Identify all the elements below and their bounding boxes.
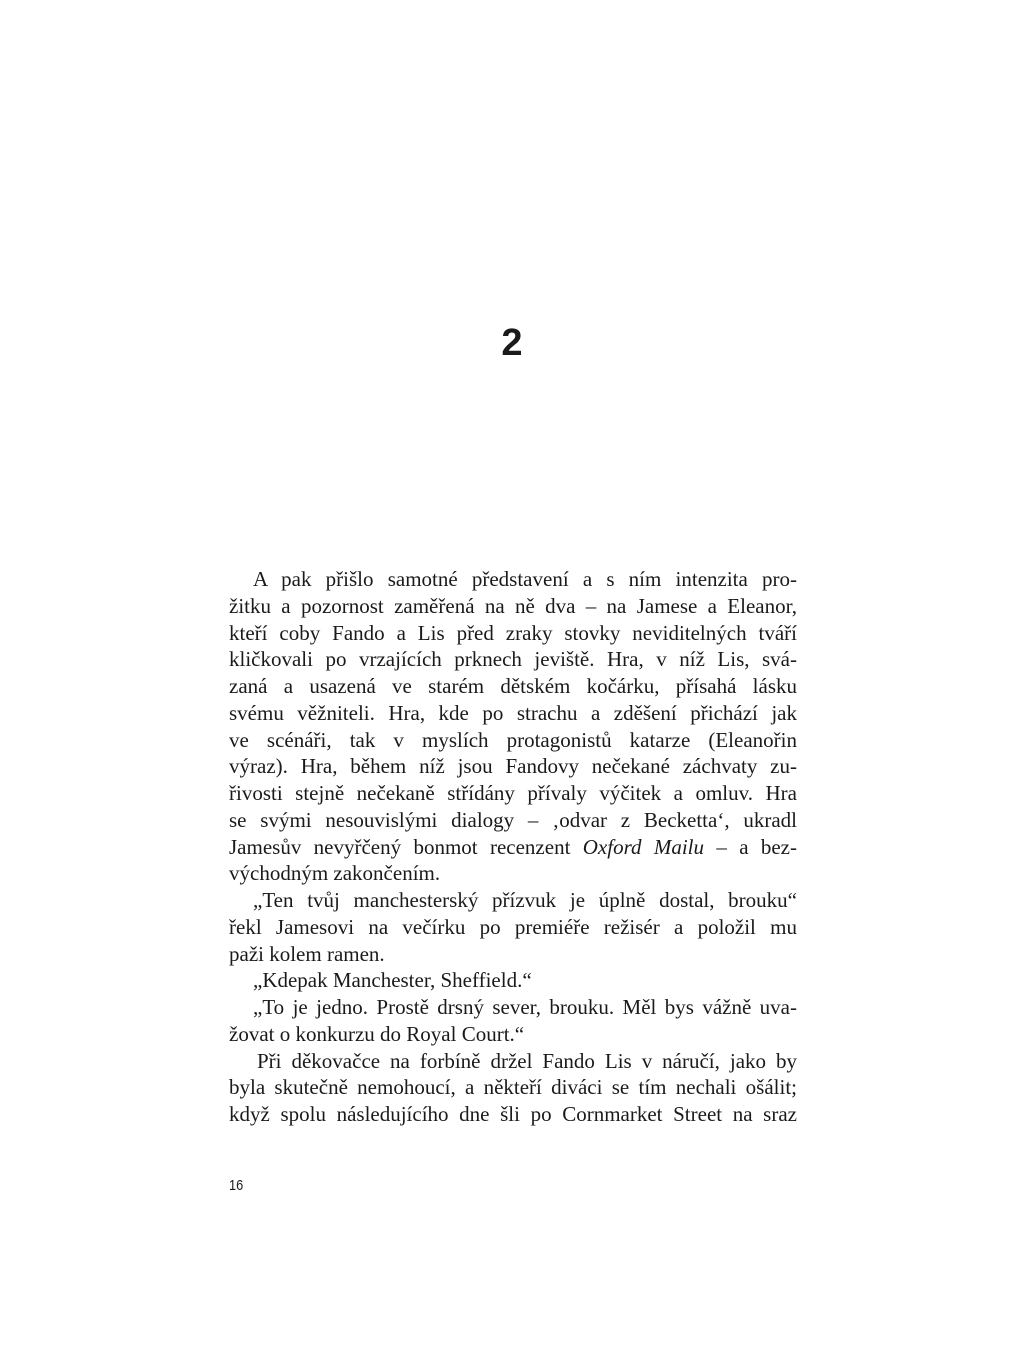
line-text: byla skutečně nemohoucí, a někteří diváci se tím nechali ošálit; <box>229 1075 797 1100</box>
text-line <box>229 727 797 754</box>
text-line <box>229 566 797 593</box>
text-line <box>229 887 797 914</box>
text-line <box>229 700 797 727</box>
text-line <box>229 753 797 780</box>
line-text: když spolu následujícího dne šli po Cornmarket Street na sraz <box>229 1102 797 1126</box>
line-text: A pak přišlo samotné představení a s ním intenzita pro- <box>253 567 797 591</box>
line-text: paži kolem ramen. <box>229 941 385 966</box>
text-line <box>229 1048 797 1075</box>
text-line <box>229 673 797 700</box>
text-line <box>229 620 797 647</box>
text-line <box>229 807 797 834</box>
text-line <box>229 860 797 887</box>
text-line <box>229 941 797 968</box>
line-text: žovat o konkurzu do Royal Court.“ <box>229 1021 525 1046</box>
text-line <box>229 780 797 807</box>
text-line <box>229 1074 797 1101</box>
text-line <box>229 967 797 994</box>
line-text: výraz). Hra, během níž jsou Fandovy nečekané záchvaty zu- <box>229 754 797 779</box>
line-text: svému věžniteli. Hra, kde po strachu a zděšení přichází jak <box>229 700 797 725</box>
line-text: ve scénáři, tak v myslích protagonistů katarze (Eleanořin <box>229 727 797 752</box>
text-line <box>229 646 797 673</box>
text-line <box>229 834 797 861</box>
line-text: „To je jedno. Prostě drsný sever, brouku. Měl bys vážně uva- <box>253 995 797 1019</box>
line-text: kteří coby Fando a Lis před zraky stovky neviditelných tváří <box>229 620 797 645</box>
text-line <box>229 994 797 1021</box>
line-text: žitku a pozornost zaměřená na ně dva – na Jamese a Eleanor, <box>229 593 797 618</box>
line-text: kličkovali po vrzajících prknech jeviště. Hra, v níž Lis, svá- <box>229 647 797 672</box>
text-line <box>229 914 797 941</box>
body-text <box>229 566 797 1128</box>
page-number: 16 <box>229 1177 244 1194</box>
italic-title: Oxford Mailu <box>582 834 704 859</box>
line-text: řekl Jamesovi na večírku po premiéře režisér a položil mu <box>229 914 797 939</box>
text-line <box>229 1021 797 1048</box>
text-line <box>229 1101 797 1128</box>
line-text: řivosti stejně nečekaně střídány přívaly výčitek a omluv. Hra <box>229 781 797 805</box>
line-text: zaná a usazená ve starém dětském kočárku, přísahá lásku <box>229 674 797 698</box>
chapter-number: 2 <box>501 322 523 364</box>
line-text: „Ten tvůj manchesterský přízvuk je úplně dostal, brouku“ <box>253 888 797 912</box>
line-text-after: – a bez- <box>704 834 797 859</box>
line-text: se svými nesouvislými dialogy – ‚odvar z Becketta‘, ukradl <box>229 807 797 832</box>
line-text: „Kdepak Manchester, Sheffield.“ <box>253 968 532 993</box>
line-text: Při děkovačce na forbíně držel Fando Lis v náručí, jako by <box>257 1048 797 1073</box>
line-text: Jamesův nevyřčený bonmot recenzent <box>229 834 583 859</box>
line-text: východným zakončením. <box>229 861 441 886</box>
text-line <box>229 593 797 620</box>
